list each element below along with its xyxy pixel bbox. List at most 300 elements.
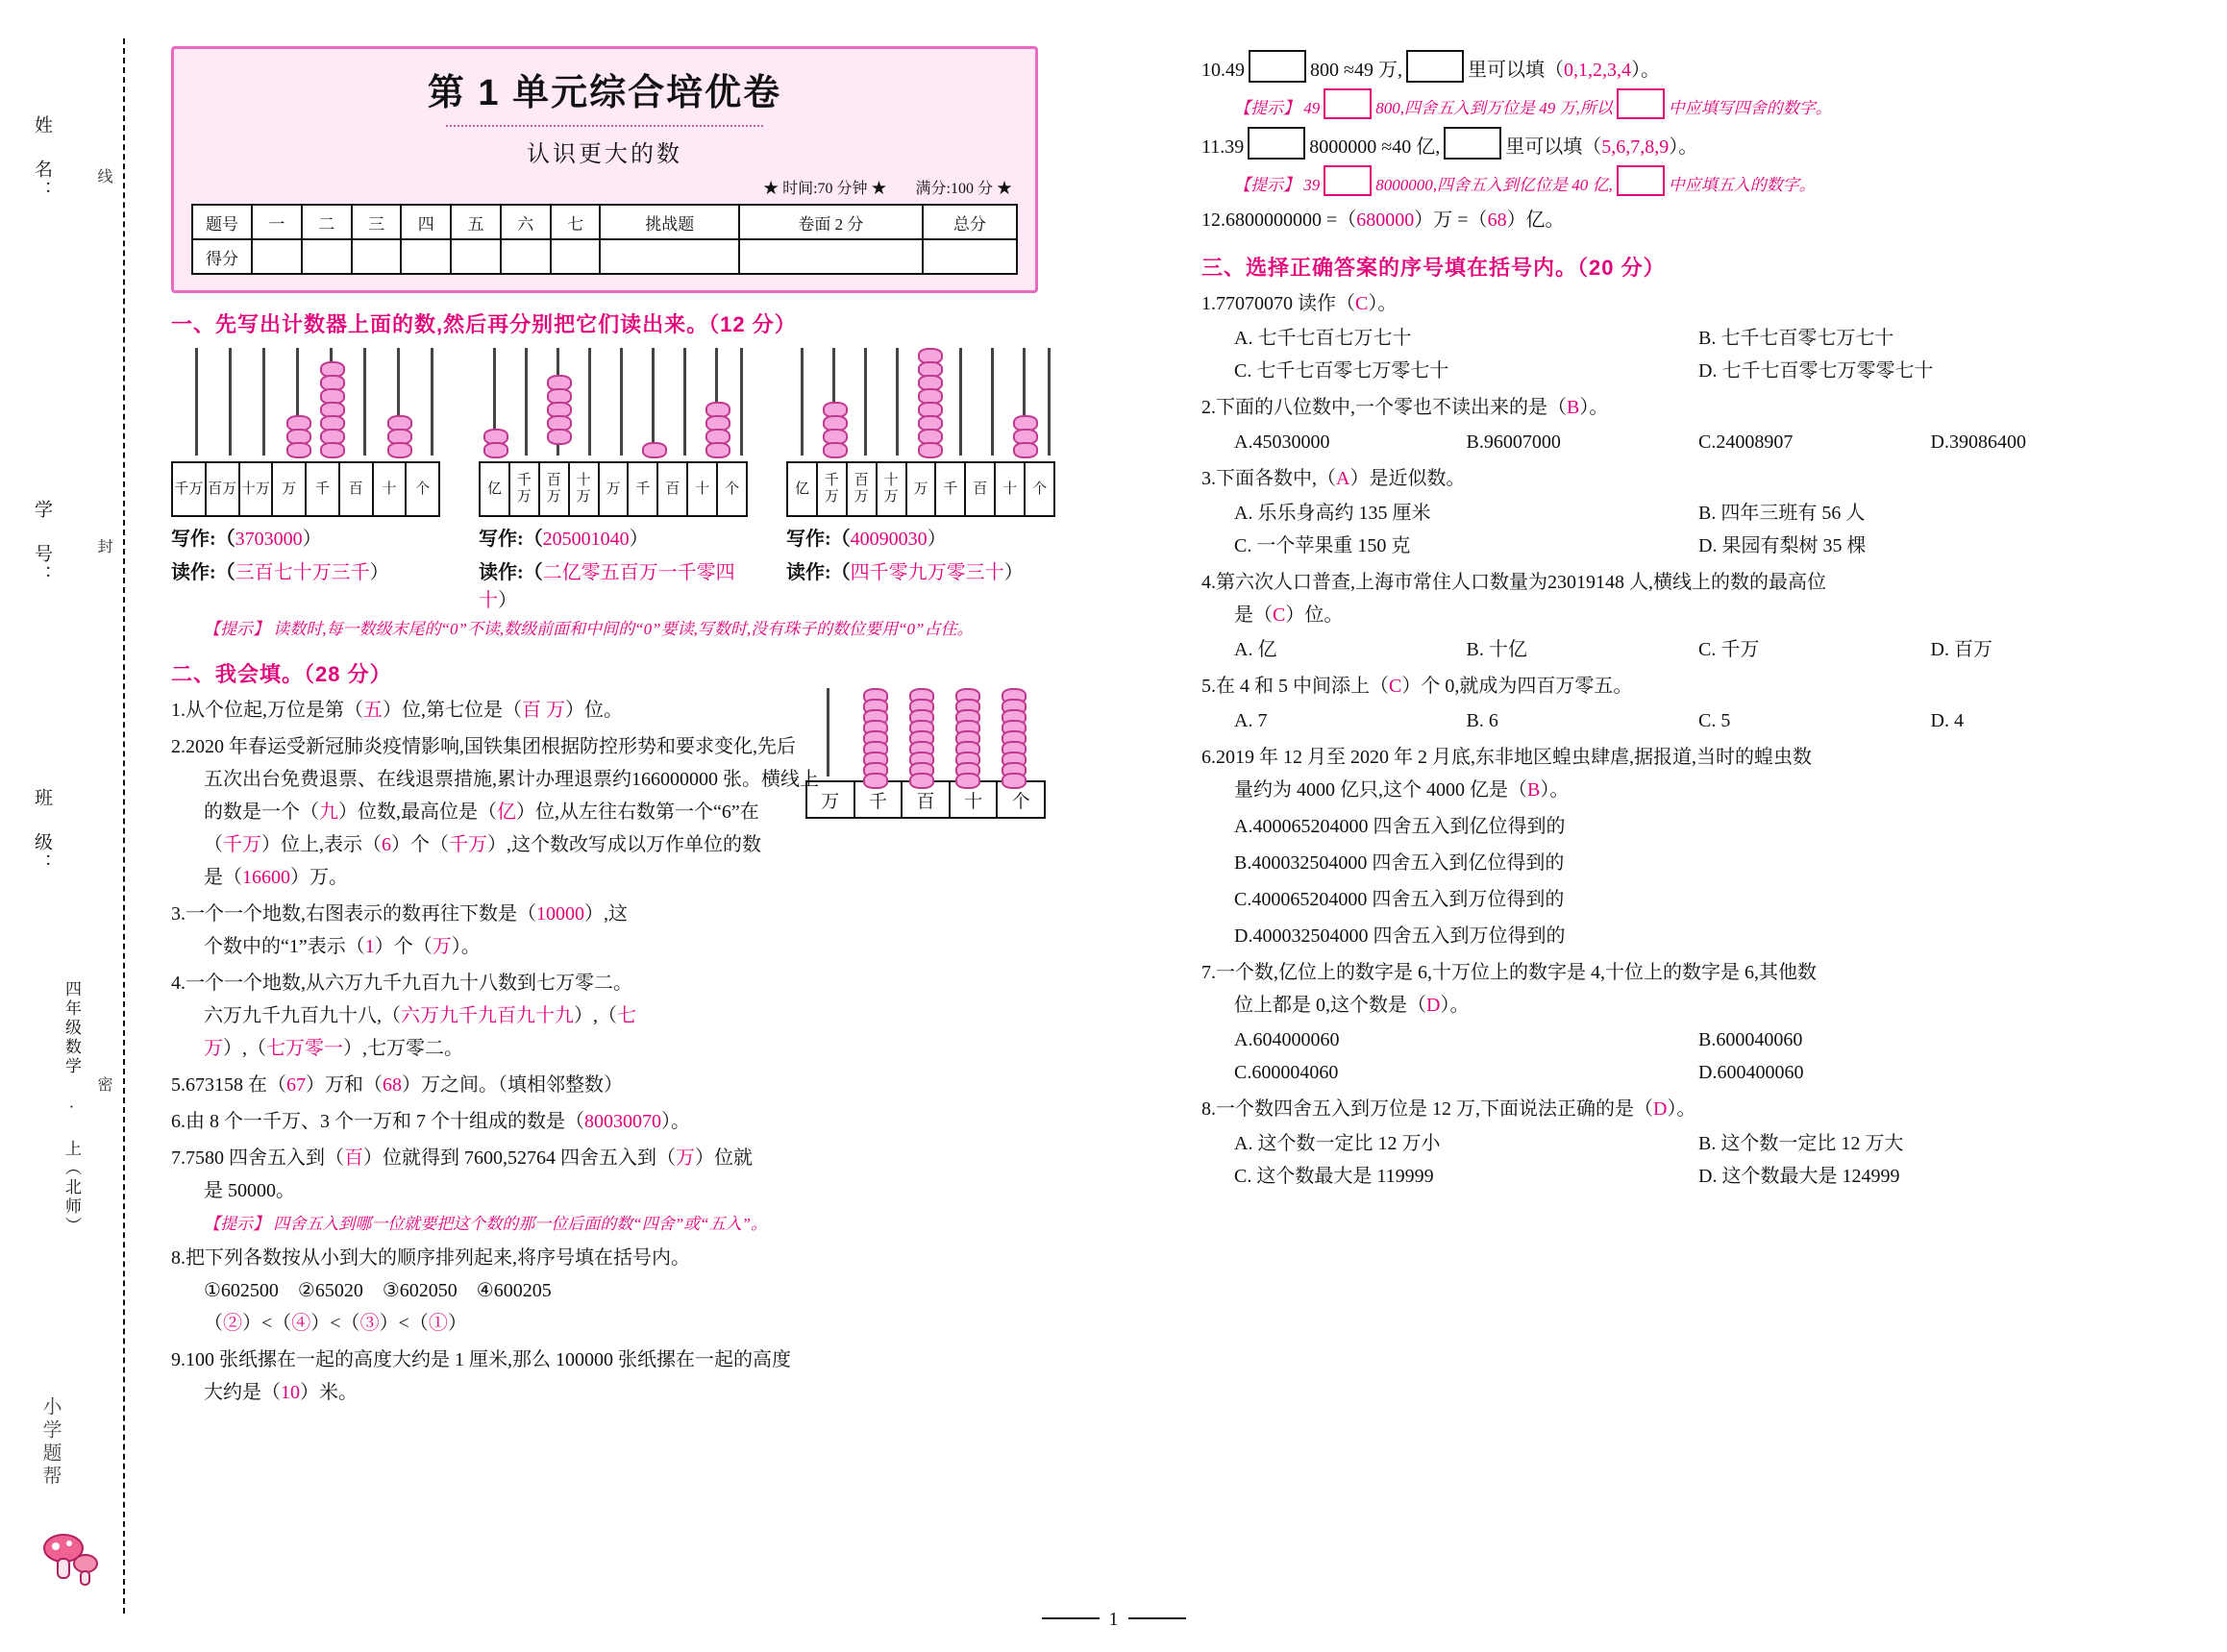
q-text: 五次出台免费退票、在线退票措施,累计办理退票约166000000 张。横线上 xyxy=(204,769,819,790)
q-answer[interactable]: 80030070 xyxy=(584,1111,661,1132)
question-2-3 xyxy=(171,898,1055,963)
abacus-label: 亿 xyxy=(486,481,502,497)
q-answer[interactable]: 68 xyxy=(383,1074,402,1096)
q-answer[interactable]: 68 xyxy=(1487,210,1507,231)
q-answer[interactable]: B xyxy=(1567,397,1580,418)
question-3-8 xyxy=(1201,1093,2163,1125)
q-stem: 6.2019 年 12 月至 2020 年 2 月底,东非地区蝗虫肆虐,据报道,当时的蝗虫数 xyxy=(1201,747,1812,768)
score-cell: 总分 xyxy=(923,205,1017,239)
q-text: 1.从个位起,万位是第（ xyxy=(171,700,363,721)
q-text: ）<（ xyxy=(310,1313,360,1334)
q-text: 8.一个数四舍五入到万位是 12 万,下面说法正确的是（ xyxy=(1201,1098,1653,1120)
q-answer[interactable]: 0,1,2,3,4 xyxy=(1563,60,1631,81)
q-text: ） xyxy=(447,1313,467,1334)
question-2-6 xyxy=(171,1105,1055,1138)
q-text: ）,（ xyxy=(223,1038,266,1059)
answer-box[interactable] xyxy=(1248,127,1305,160)
margin-book-label: 四年级数学 · 上（北师） xyxy=(62,980,81,1236)
question-3-1 xyxy=(1201,287,2163,320)
q-line xyxy=(171,999,1055,1032)
q-line xyxy=(171,1142,1055,1174)
write-label: 写作:（ xyxy=(171,529,235,550)
q-text: （ xyxy=(204,1313,223,1334)
q-answer[interactable]: A xyxy=(1336,468,1350,489)
score-cell: 挑战题 xyxy=(600,205,738,239)
q-answer[interactable]: ③ xyxy=(359,1313,380,1334)
hint-text: 0000,四舍五入到亿位是 40 亿, xyxy=(1399,176,1613,194)
options-row xyxy=(1201,633,2163,666)
q-line xyxy=(171,861,1055,894)
answer-box[interactable] xyxy=(1444,127,1501,160)
option-a[interactable]: A. 亿 xyxy=(1234,639,1277,660)
q-text: ①602500 ②65020 ③602050 ④600205 xyxy=(204,1280,552,1301)
q-text: ）米。 xyxy=(300,1382,358,1403)
page-footer xyxy=(0,1609,2227,1631)
q-text: ）。 xyxy=(1368,293,1398,314)
q-line xyxy=(171,828,1055,861)
option-b[interactable]: B. 这个数一定比 12 万大 xyxy=(1698,1133,1904,1154)
abacus-label: 百 xyxy=(656,463,686,515)
question-2-8 xyxy=(171,1242,1055,1340)
abacus-label: 千万 xyxy=(174,481,204,497)
options-row xyxy=(1201,1160,2163,1193)
score-input-cell[interactable] xyxy=(252,239,302,274)
abacus-label: 万 xyxy=(905,463,935,515)
counter-label: 十 xyxy=(949,782,997,817)
option-c[interactable]: C. 5 xyxy=(1698,710,1731,731)
section-3-heading: 三、选择正确答案的序号填在括号内。（20 分） xyxy=(1201,256,1666,280)
hint-text: 49 xyxy=(1303,99,1321,117)
exam-fullscore: 满分:100 分 ★ xyxy=(915,181,1012,197)
q-line xyxy=(171,1376,1055,1409)
close-paren: ） xyxy=(302,529,322,550)
option-c[interactable]: C.24008907 xyxy=(1698,431,1794,453)
option-b[interactable]: B. 十亿 xyxy=(1466,639,1527,660)
q-text: ）是近似数。 xyxy=(1349,468,1466,489)
option-a[interactable]: A. 7 xyxy=(1234,710,1268,731)
abacus-label: 十万 xyxy=(568,463,598,515)
score-input-cell[interactable] xyxy=(302,239,352,274)
q-text: ）个（ xyxy=(374,936,433,957)
q-text: ）,（ xyxy=(574,1005,617,1026)
option-d[interactable]: D.39086400 xyxy=(1930,431,2026,453)
answer-box[interactable] xyxy=(1249,50,1306,83)
abacus-label: 千万 xyxy=(508,463,538,515)
q-text: 4.一个一个地数,从六万九千九百九十八数到七万零二。 xyxy=(171,973,632,994)
margin-name-label: 姓 名： xyxy=(32,115,52,202)
score-table xyxy=(191,204,1018,275)
q-answer[interactable]: 10 xyxy=(281,1382,300,1403)
q-text xyxy=(1201,566,2163,599)
abacus-label: 万 xyxy=(598,463,628,515)
q-text: 5.在 4 和 5 中间添上（ xyxy=(1201,676,1389,697)
read-answer[interactable]: 二亿零五百万一千零四十 xyxy=(479,562,735,611)
q-text: 位上都是 0,这个数是（ xyxy=(1234,995,1426,1016)
q-text: ）。 xyxy=(1540,779,1570,801)
q-text: ）<（ xyxy=(242,1313,292,1334)
option-a[interactable]: A.400065204000 四舍五入到亿位得到的 xyxy=(1234,816,1566,837)
q-text: ）,七万零二。 xyxy=(343,1038,463,1059)
counter-label: 千 xyxy=(854,782,902,817)
close-paren: ） xyxy=(629,529,649,550)
q-text: ）位,从左往右数第一个“6”在 xyxy=(516,801,759,823)
q-answer[interactable]: 九 xyxy=(319,801,338,823)
mini-abacus xyxy=(805,688,1046,780)
hint-text: 中应填五入的数字。 xyxy=(1668,176,1816,194)
option-b[interactable]: B.96007000 xyxy=(1466,431,1561,453)
score-input-cell[interactable] xyxy=(600,239,738,274)
q-answer[interactable]: ① xyxy=(428,1313,448,1334)
counter-label: 百 xyxy=(901,782,949,817)
option-c[interactable]: C. 千万 xyxy=(1698,639,1760,660)
abacus-2-read xyxy=(479,556,748,612)
q-answer[interactable]: 千万 xyxy=(449,834,487,855)
options-row xyxy=(1201,355,2163,387)
seal-label-line: 线 xyxy=(95,168,111,189)
score-input-cell[interactable] xyxy=(923,239,1017,274)
q-answer[interactable]: 五 xyxy=(363,700,383,721)
answer-box[interactable] xyxy=(1617,88,1665,119)
q-answer[interactable]: 百 xyxy=(344,1147,363,1169)
score-cell: 卷面 2 分 xyxy=(739,205,923,239)
q-line xyxy=(1201,989,2163,1022)
q-answer[interactable]: ④ xyxy=(291,1313,311,1334)
q-text: ）个（ xyxy=(391,834,449,855)
option-a[interactable]: A.604000060 xyxy=(1234,1029,1340,1050)
hint-label: 【提示】 xyxy=(1234,176,1299,194)
title-box xyxy=(171,46,1038,293)
close-paren: ） xyxy=(1003,562,1024,583)
q-text: 个数中的“1”表示（ xyxy=(204,936,365,957)
q-stem: 4.第六次人口普查,上海市常住人口数量为23019148 人,横线上的数的最高位 xyxy=(1201,572,1826,593)
score-cell: 一 xyxy=(252,205,302,239)
abacus-label: 十万 xyxy=(238,463,272,515)
close-paren: ） xyxy=(927,529,947,550)
section-2-heading: 二、我会填。（28 分） xyxy=(171,662,392,686)
abacus-label: 个 xyxy=(1024,463,1053,515)
option-d[interactable]: D. 4 xyxy=(1930,710,1964,731)
q-stem: 7.一个数,亿位上的数字是 6,十万位上的数字是 4,十位上的数字是 6,其他数 xyxy=(1201,962,1817,983)
options-row xyxy=(1201,1056,2163,1089)
write-label: 写作:（ xyxy=(786,529,851,550)
score-cell: 三 xyxy=(352,205,402,239)
read-label: 读作:（ xyxy=(786,562,851,583)
score-input-cell[interactable] xyxy=(501,239,551,274)
option-d[interactable]: D.600400060 xyxy=(1698,1062,1804,1083)
question-2-9 xyxy=(171,1344,1055,1409)
question-2-7-hint: 【提示】 四舍五入到哪一位就要把这个数的那一位后面的数“四舍”或“五入”。 xyxy=(204,1215,768,1233)
option-d[interactable]: D. 七千七百零七万零零七十 xyxy=(1698,360,1934,382)
q-text: ）位。 xyxy=(565,700,623,721)
abacus-unit-2 xyxy=(479,348,748,612)
q-answer[interactable]: 10000 xyxy=(536,903,584,925)
q-answer[interactable]: 七 xyxy=(617,1005,636,1026)
option-b[interactable]: B.400032504000 四舍五入到亿位得到的 xyxy=(1234,852,1565,874)
hint-label: 【提示】 xyxy=(1234,99,1299,117)
question-fill-12 xyxy=(1201,204,2163,236)
q-answer[interactable]: 百 万 xyxy=(522,700,565,721)
margin-id-label: 学 号： xyxy=(32,500,52,586)
question-3-3 xyxy=(1201,462,2163,495)
q-text: ）位就得到 7600,52764 四舍五入到（ xyxy=(363,1147,676,1169)
abacus-label: 十万 xyxy=(876,463,905,515)
option-d[interactable]: D. 果园有梨树 35 棵 xyxy=(1698,535,1867,556)
options-row xyxy=(1201,1023,2163,1056)
abacus-3-read xyxy=(786,556,1055,584)
read-answer[interactable]: 四千零九万零三十 xyxy=(850,562,1004,583)
abacus-2-labels xyxy=(479,461,748,517)
option-a[interactable]: A.45030000 xyxy=(1234,431,1330,453)
q-text: 六万九千九百九十八,（ xyxy=(204,1005,401,1026)
abacus-group xyxy=(171,348,1055,612)
q-answer[interactable]: D xyxy=(1426,995,1441,1016)
q-text: 是（ xyxy=(204,867,242,888)
score-cell: 得分 xyxy=(192,239,252,274)
abacus-3-write xyxy=(786,523,1055,551)
title-divider xyxy=(446,125,763,127)
q-text: ）位就 xyxy=(695,1147,753,1169)
score-input-cell[interactable] xyxy=(451,239,501,274)
q-text: 是 50000。 xyxy=(204,1180,295,1201)
option-c[interactable]: C. 一个苹果重 150 克 xyxy=(1234,535,1411,556)
counter-label: 个 xyxy=(996,782,1044,817)
abacus-3 xyxy=(786,348,1055,461)
margin-class-label: 班 级： xyxy=(32,788,52,875)
q-answer[interactable]: 680000 xyxy=(1356,210,1415,231)
q-answer[interactable]: C xyxy=(1355,293,1369,314)
abacus-label: 个 xyxy=(716,463,746,515)
q-text: ）<（ xyxy=(379,1313,429,1334)
q-answer[interactable]: 6 xyxy=(382,834,391,855)
q-text: ）。 xyxy=(1667,1098,1696,1120)
q-answer[interactable]: C xyxy=(1273,604,1286,626)
write-answer[interactable]: 3703000 xyxy=(235,529,303,550)
q-text: 3.一个一个地数,右图表示的数再往下数是（ xyxy=(171,903,536,925)
answer-box[interactable] xyxy=(1406,50,1464,83)
write-answer[interactable]: 40090030 xyxy=(850,529,928,550)
abacus-unit-3 xyxy=(786,348,1055,612)
q-text: （ xyxy=(204,834,223,855)
abacus-label: 亿 xyxy=(794,481,809,497)
hint-text: 中应填写四舍的数字。 xyxy=(1668,99,1832,117)
abacus-label: 千万 xyxy=(816,463,846,515)
q-answer[interactable]: 万 xyxy=(676,1147,695,1169)
q-text: 3.下面各数中,（ xyxy=(1201,468,1336,489)
answer-box[interactable] xyxy=(1617,165,1665,196)
mini-counter-figure xyxy=(805,688,1046,819)
q-text: ）。 xyxy=(661,1111,690,1132)
q-answer[interactable]: 七万零一 xyxy=(266,1038,343,1059)
answer-box[interactable] xyxy=(1324,88,1372,119)
answer-box[interactable] xyxy=(1324,165,1372,196)
score-cell: 七 xyxy=(551,205,601,239)
q-text: ）万 =（ xyxy=(1414,210,1488,231)
read-label: 读作:（ xyxy=(171,562,235,583)
seal-label-mi: 密 xyxy=(95,1076,111,1097)
close-paren: ） xyxy=(369,562,389,583)
q-text: 1.77070070 读作（ xyxy=(1201,293,1355,314)
q-text: ）。 xyxy=(1669,136,1698,158)
read-answer[interactable]: 三百七十万三千 xyxy=(235,562,370,583)
exam-meta xyxy=(191,176,1012,198)
option-a[interactable]: A. 七千七百七万七十 xyxy=(1234,328,1412,349)
question-2-7 xyxy=(171,1142,1055,1207)
option-d[interactable]: D. 这个数最大是 124999 xyxy=(1698,1166,1900,1187)
q-answer[interactable]: 16600 xyxy=(242,867,290,888)
q-text: ）亿。 xyxy=(1506,210,1565,231)
option-a[interactable]: A. 这个数一定比 12 万小 xyxy=(1234,1133,1441,1154)
score-input-cell[interactable] xyxy=(551,239,601,274)
abacus-label: 十 xyxy=(372,463,406,515)
abacus-label: 个 xyxy=(405,463,438,515)
q-text: 里可以填（ xyxy=(1467,60,1564,81)
abacus-label: 千 xyxy=(627,463,656,515)
q-answer[interactable]: B xyxy=(1527,779,1541,801)
score-input-cell[interactable] xyxy=(739,239,923,274)
abacus-label: 百 xyxy=(964,463,994,515)
option-b[interactable]: B. 四年三班有 56 人 xyxy=(1698,503,1866,524)
q-text: 6.由 8 个一千万、3 个一万和 7 个十组成的数是（ xyxy=(171,1111,584,1132)
margin-dashed-line xyxy=(123,38,125,1614)
option-d[interactable]: D. 百万 xyxy=(1930,639,1992,660)
option-c[interactable]: C.400065204000 四舍五入到万位得到的 xyxy=(1234,889,1565,910)
option-c[interactable]: C. 七千七百零七万零七十 xyxy=(1234,360,1449,382)
q-text: ）位,第七位是（ xyxy=(383,700,522,721)
mushroom-icon xyxy=(42,1527,100,1594)
right-column xyxy=(1201,46,2163,1193)
question-3-2 xyxy=(1201,391,2163,424)
q-text: ）位上,表示（ xyxy=(261,834,382,855)
q-text: 800 ≈49 万, xyxy=(1310,60,1402,81)
score-cell: 四 xyxy=(401,205,451,239)
hint-text: 800,四舍五入到万位是 49 万,所以 xyxy=(1375,99,1613,117)
score-input-cell[interactable] xyxy=(352,239,402,274)
hint-text: 800 xyxy=(1375,176,1400,194)
abacus-label: 万 xyxy=(271,463,305,515)
q-text: 大约是（ xyxy=(204,1382,281,1403)
abacus-label: 百万 xyxy=(538,463,568,515)
q-answer[interactable]: 万 xyxy=(432,936,452,957)
score-input-cell[interactable] xyxy=(401,239,451,274)
score-cell: 二 xyxy=(302,205,352,239)
question-fill-10 xyxy=(1201,50,2163,86)
q-answer[interactable]: C xyxy=(1389,676,1402,697)
q-answer[interactable]: 万 xyxy=(204,1038,223,1059)
q-text: ）,这个数改写成以万作单位的数 xyxy=(487,834,761,855)
q-text: 10.49 xyxy=(1201,60,1245,81)
q-answer[interactable]: D xyxy=(1653,1098,1668,1120)
q-text: ）个 0,就成为四百万零五。 xyxy=(1401,676,1633,697)
abacus-label: 百 xyxy=(338,463,372,515)
q-line xyxy=(1201,774,2163,806)
option-b[interactable]: B. 6 xyxy=(1466,710,1498,731)
page-number: 1 xyxy=(1108,1609,1119,1630)
q-text: 2.2020 年春运受新冠肺炎疫情影响,国铁集团根据防控形势和要求变化,先后 xyxy=(171,736,796,757)
abacus-3-labels xyxy=(786,461,1055,517)
q-text: 9.100 张纸摞在一起的高度大约是 1 厘米,那么 100000 张纸摞在一起的高度 xyxy=(171,1349,791,1370)
abacus-1 xyxy=(171,348,440,461)
abacus-1-read xyxy=(171,556,440,584)
q-answer[interactable]: 67 xyxy=(286,1074,306,1096)
option-d[interactable]: D.400032504000 四舍五入到万位得到的 xyxy=(1234,925,1566,947)
q-text: 12.6800000000 =（ xyxy=(1201,210,1357,231)
options-row xyxy=(1201,1127,2163,1160)
option-b[interactable]: B.600040060 xyxy=(1698,1029,1803,1050)
question-3-7 xyxy=(1201,956,2163,1022)
q-text: 2.下面的八位数中,一个零也不读出来的是（ xyxy=(1201,397,1567,418)
q-text: ）万之间。（填相邻整数） xyxy=(402,1074,623,1096)
q-line xyxy=(1201,599,2163,631)
abacus-label: 十 xyxy=(994,463,1024,515)
brand-label: 小学题帮 xyxy=(39,1396,61,1489)
q-line xyxy=(171,1307,1055,1340)
q-text: ）。 xyxy=(1630,60,1660,81)
abacus-1-labels xyxy=(171,461,440,517)
q-text: 8000000 ≈40 亿, xyxy=(1309,136,1441,158)
q-answer[interactable]: 千万 xyxy=(223,834,261,855)
table-row xyxy=(192,239,1017,274)
abacus-2-write xyxy=(479,523,748,551)
option-b[interactable]: B. 七千七百零七万七十 xyxy=(1698,328,1894,349)
question-fill-11 xyxy=(1201,127,2163,163)
score-cell: 题号 xyxy=(192,205,252,239)
options-row xyxy=(1201,497,2163,530)
question-11-hint xyxy=(1234,165,2163,200)
q-answer[interactable]: 1 xyxy=(364,936,375,957)
q-answer[interactable]: 六万九千九百九十九 xyxy=(401,1005,574,1026)
section-1-hint: 【提示】 读数时,每一数级末尾的“0”不读,数级前面和中间的“0”要读,写数时,没有珠子的数位要用“0”占住。 xyxy=(204,620,974,638)
page-title: 第 1 单元综合培优卷 xyxy=(427,73,782,113)
q-text: ）。 xyxy=(451,936,481,957)
q-text: ）万。 xyxy=(290,867,348,888)
question-2-4 xyxy=(171,967,1055,1065)
counter-label: 万 xyxy=(821,791,840,812)
exam-time: ★ 时间:70 分钟 ★ xyxy=(763,181,887,197)
write-label: 写作:（ xyxy=(479,529,543,550)
q-text: 的数是一个（ xyxy=(204,801,319,823)
options-row xyxy=(1201,704,2163,737)
abacus-label: 千 xyxy=(305,463,338,515)
q-text: 量约为 4000 亿只,这个 4000 亿是（ xyxy=(1234,779,1527,801)
options-row xyxy=(1201,530,2163,562)
q-answer[interactable]: 亿 xyxy=(497,801,516,823)
hint-text: 39 xyxy=(1303,176,1321,194)
section-1-heading: 一、先写出计数器上面的数,然后再分别把它们读出来。（12 分） xyxy=(171,312,797,336)
score-cell: 五 xyxy=(451,205,501,239)
abacus-label: 百万 xyxy=(846,463,876,515)
question-3-5 xyxy=(1201,670,2163,703)
close-paren: ） xyxy=(498,590,517,611)
q-text: 11.39 xyxy=(1201,136,1245,158)
abacus-label: 十 xyxy=(686,463,716,515)
left-column xyxy=(171,46,1055,1411)
option-c[interactable]: C.600004060 xyxy=(1234,1062,1339,1083)
option-a[interactable]: A. 乐乐身高约 135 厘米 xyxy=(1234,503,1431,524)
q-line xyxy=(171,1032,1055,1065)
seal-label-feng: 封 xyxy=(95,538,111,559)
table-row xyxy=(192,205,1017,239)
q-text: ）。 xyxy=(1579,397,1609,418)
write-answer[interactable]: 205001040 xyxy=(542,529,630,550)
q-text: ）位。 xyxy=(1285,604,1344,626)
options-row xyxy=(1201,322,2163,355)
left-margin-strip xyxy=(0,0,144,1652)
q-text: 7.7580 四舍五入到（ xyxy=(171,1147,344,1169)
q-answer[interactable]: ② xyxy=(223,1313,242,1334)
option-c[interactable]: C. 这个数最大是 119999 xyxy=(1234,1166,1434,1187)
q-answer[interactable]: 5,6,7,8,9 xyxy=(1601,136,1670,158)
question-3-4 xyxy=(1201,566,2163,631)
